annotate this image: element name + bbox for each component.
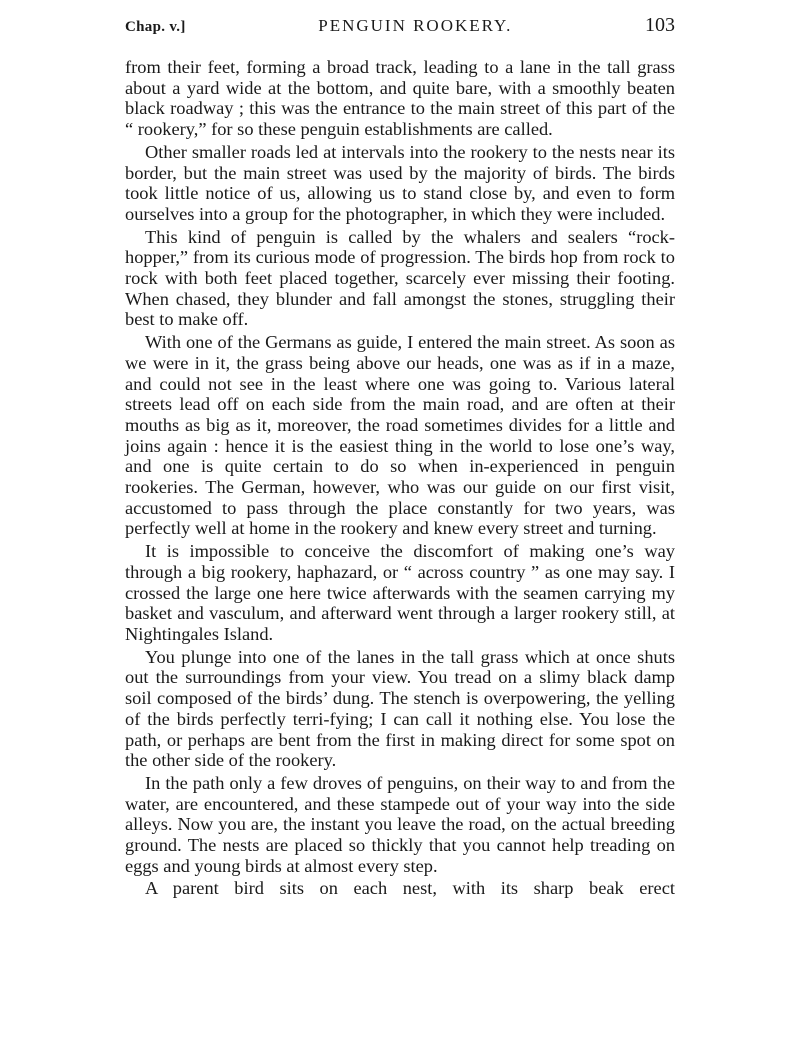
chapter-label: Chap. v.] [125, 19, 186, 35]
paragraph-continued: from their feet, forming a broad track, leading to a lane in the tall grass about a yard wide at the bottom, and quite bare, with a smoothly beaten black roadway ; this was the entrance to the main street of this part of the “ rookery,” for so these penguin establishments are called. [125, 57, 675, 140]
paragraph-discomfort: It is impossible to conceive the discomfort of making one’s way through a big rookery, haphazard, or “ across country ” as one may say. I crossed the large one here twice afterwards with the seamen carrying my basket and vasculum, and afterward went through a larger rookery still, at Nightingales Island. [125, 541, 675, 644]
paragraph-parent-bird: A parent bird sits on each nest, with its sharp beak erect [145, 878, 675, 899]
paragraph-main-street: With one of the Germans as guide, I entered the main street. As soon as we were in it, the grass being above our heads, one was as if in a maze, and could not see in the least where one was going to. Various lateral streets lead off on each side from the main road, and are often at their mouths as big as it, moreover, the road sometimes divides for a little and joins again : hence it is the easiest thing in the world to lose one’s way, and one is quite certain to do so when in-experienced in penguin rookeries. The German, however, who was our guide on our first visit, accustomed to pass through the place constantly for two years, was perfectly well at home in the rookery and knew every street and turning. [125, 332, 675, 539]
paragraph-breeding-ground: In the path only a few droves of penguins, on their way to and from the water, are encountered, and these stampede out of your way into the side alleys. Now you are, the instant you leave the road, on the actual breeding ground. The nests are placed so thickly that you cannot help treading on eggs and young birds at almost every step. [125, 772, 675, 876]
running-title: PENGUIN ROOKERY. [318, 16, 513, 35]
paragraph-lanes: You plunge into one of the lanes in the tall grass which at once shuts out the surroundings from your view. You tread on a slimy black damp soil composed of the birds’ dung. The stench is overpowering, the yelling of the birds perfectly terri-fying; I can call it nothing else. You lose the path, or perhaps are bent from the first in making direct for some spot on the other side of the rookery. [125, 646, 675, 771]
paragraph-rock-hopper: This kind of penguin is called by the whalers and sealers “rock-hopper,” from its curious mode of progression. The birds hop from rock to rock with both feet placed together, scarcely ever missing their footing. When chased, they blunder and fall amongst the stones, struggling their best to make off. [125, 226, 675, 330]
body-text [125, 57, 675, 899]
paragraph-smaller-roads: Other smaller roads led at intervals into the rookery to the nests near its border, but the main street was used by the majority of birds. The birds took little notice of us, allowing us to stand close by, and even to form ourselves into a group for the photographer, in which they were included. [125, 141, 675, 224]
page-number: 103 [644, 14, 675, 36]
book-page [125, 14, 675, 899]
running-header [125, 14, 675, 42]
